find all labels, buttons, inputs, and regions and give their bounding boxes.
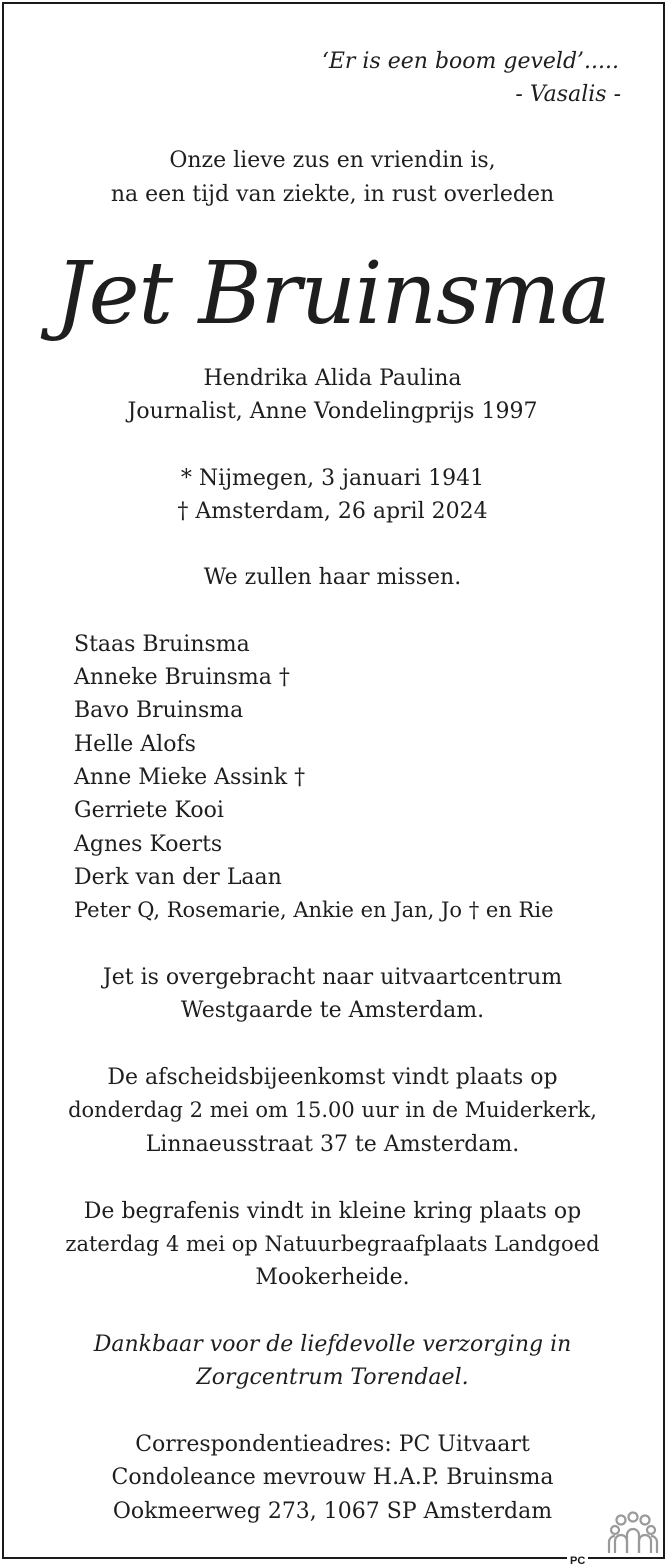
burial-line-1: De begrafenis vindt in kleine kring plaats op xyxy=(83,1199,582,1224)
intro-line-1: Onze lieve zus en vriendin is, xyxy=(169,148,496,173)
full-name: Hendrika Alida Paulina xyxy=(203,366,462,391)
transfer-line-1: Jet is overgebracht naar uitvaartcentrum xyxy=(102,965,563,990)
relative-name: Anne Mieke Assink † xyxy=(74,765,306,790)
farewell-line-3: Linnaeusstraat 37 te Amsterdam. xyxy=(145,1132,520,1157)
relative-name: Anneke Bruinsma † xyxy=(74,665,290,690)
relative-name: Bavo Bruinsma xyxy=(74,698,244,723)
farewell-line-1: De afscheidsbijeenkomst vindt plaats op xyxy=(107,1065,558,1090)
intro-line-2: na een tijd van ziekte, in rust overleden xyxy=(110,182,555,207)
quote-author: - Vasalis - xyxy=(515,82,621,107)
correspondence-line-2: Condoleance mevrouw H.A.P. Bruinsma xyxy=(111,1465,554,1490)
correspondence-line-1: Correspondentieadres: PC Uitvaart xyxy=(135,1432,530,1457)
farewell-line-2: donderdag 2 mei om 15.00 uur in de Muiderkerk, xyxy=(68,1098,597,1122)
relative-name: Gerriete Kooi xyxy=(74,798,224,823)
relative-name: Staas Bruinsma xyxy=(74,632,250,657)
closing-line: We zullen haar missen. xyxy=(203,565,462,590)
relative-name: Derk van der Laan xyxy=(74,865,282,890)
publisher-tag: PC xyxy=(567,1555,588,1567)
burial-line-2: zaterdag 4 mei op Natuurbegraafplaats Landgoed xyxy=(65,1232,600,1256)
birth-line: * Nijmegen, 3 januari 1941 xyxy=(180,466,485,491)
transfer-line-2: Westgaarde te Amsterdam. xyxy=(180,998,485,1023)
deceased-name: Jet Bruinsma xyxy=(55,244,610,344)
relative-name: Agnes Koerts xyxy=(74,832,223,857)
relative-name: Helle Alofs xyxy=(74,732,196,757)
relative-name: Peter Q, Rosemarie, Ankie en Jan, Jo † en Rie xyxy=(74,898,554,922)
correspondence-line-3: Ookmeerweg 273, 1067 SP Amsterdam xyxy=(112,1499,553,1524)
occupation: Journalist, Anne Vondelingprijs 1997 xyxy=(127,399,538,424)
burial-line-3: Mookerheide. xyxy=(255,1265,410,1290)
quote-line: ‘Er is een boom geveld’..... xyxy=(321,49,619,74)
thanks-line-1: Dankbaar voor de liefdevolle verzorging in xyxy=(93,1332,572,1357)
people-logo-icon xyxy=(606,1511,660,1555)
death-line: † Amsterdam, 26 april 2024 xyxy=(177,499,488,524)
thanks-line-2: Zorgcentrum Torendael. xyxy=(196,1365,469,1390)
